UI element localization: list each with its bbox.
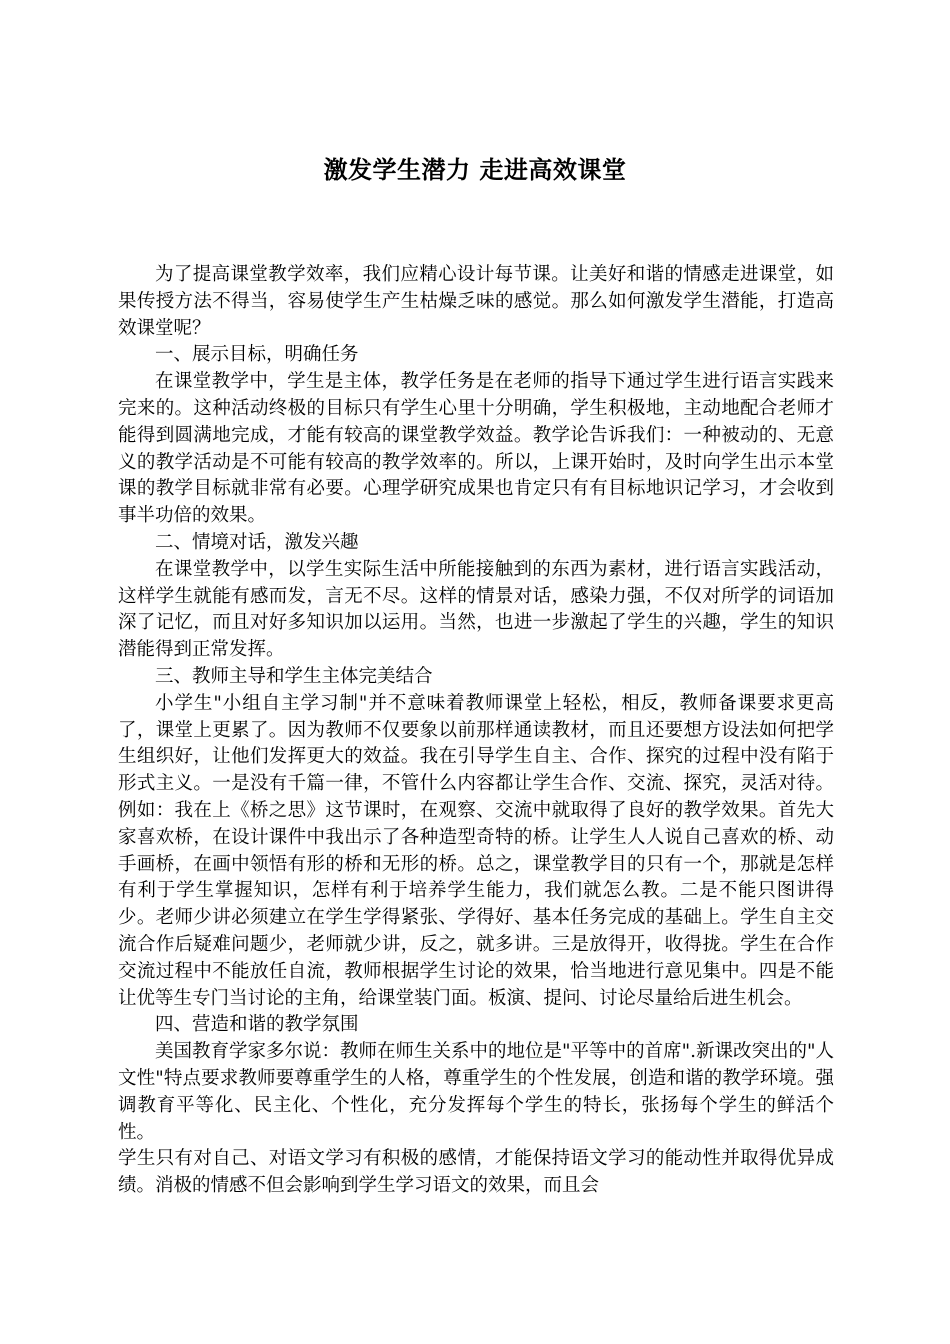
document-title: 激发学生潜力 走进高效课堂 (323, 156, 627, 184)
section-heading-4: 四、营造和谐的教学氛围 (155, 1014, 359, 1036)
section-3-paragraph: 小学生"小组自主学习制"并不意味着教师课堂上轻松，相反，教师备课要求更高了，课堂上更累了。因为教师不仅要象以前那样通读教材，而且还要想方设法如何把学生组织好，让他们发挥更大的效益。我在引导学生自主、合作、探究的过程中没有陷于形式主义。一是没有千篇一律，不管什么内容都让学生合作、交流、探究，灵活对待。例如：我在上《桥之思》这节课时，在观察、交流中就取得了良好的教学效果。首先大家喜欢桥，在设计课件中我出示了各种造型奇特的桥。让学生人人说自己喜欢的桥、动手画桥，在画中领悟有形的桥和无形的桥。总之，课堂教学目的只有一个，那就是怎样有利于学生掌握知识，怎样有利于培养学生能力，我们就怎么教。二是不能只图讲得少。老师少讲必须建立在学生学得紧张、学得好、基本任务完成的基础上。学生自主交流合作后疑难问题少，老师就少讲，反之，就多讲。三是放得开，收得拢。学生在合作交流过程中不能放任自流，教师根据学生讨论的效果，恰当地进行意见集中。四是不能让优等生专门当讨论的主角，给课堂装门面。板演、提问、讨论尽量给后进生机会。 (118, 692, 834, 1009)
section-heading-2: 二、情境对话，激发兴趣 (155, 531, 359, 553)
section-4-paragraph: 美国教育学家多尔说：教师在师生关系中的地位是"平等中的首席".新课改突出的"人文性"特点要求教师要尊重学生的人格，尊重学生的个性发展，创造和谐的教学环境。强调教育平等化、民主化、个性化，充分发挥每个学生的特长，张扬每个学生的鲜活个性。 (118, 1041, 834, 1143)
closing-paragraph: 学生只有对自己、对语文学习有积极的感情，才能保持语文学习的能动性并取得优异成绩。消极的情感不但会影响到学生学习语文的效果，而且会 (118, 1148, 834, 1197)
section-2-paragraph: 在课堂教学中，以学生实际生活中所能接触到的东西为素材，进行语言实践活动，这样学生就能有感而发，言无不尽。这样的情景对话，感染力强，不仅对所学的词语加深了记忆，而且对好多知识加以运用。当然，也进一步激起了学生的兴趣，学生的知识潜能得到正常发挥。 (118, 558, 834, 661)
section-heading-3: 三、教师主导和学生主体完美结合 (155, 665, 433, 687)
intro-paragraph: 为了提高课堂教学效率，我们应精心设计每节课。让美好和谐的情感走进课堂，如果传授方法不得当，容易使学生产生枯燥乏味的感觉。那么如何激发学生潜能，打造高效课堂呢？ (118, 264, 834, 339)
section-heading-1: 一、展示目标，明确任务 (155, 344, 359, 366)
section-1-paragraph: 在课堂教学中，学生是主体，教学任务是在老师的指导下通过学生进行语言实践来完来的。这种活动终极的目标只有学生心里十分明确，学生积极地，主动地配合老师才能得到圆满地完成，才能有较高的课堂教学效益。教学论告诉我们：一种被动的、无意义的教学活动是不可能有较高的教学效率的。所以，上课开始时，及时向学生出示本堂课的教学目标就非常有必要。心理学研究成果也肯定只有有目标地识记学习，才会收到事半功倍的效果。 (118, 371, 834, 527)
document-body (118, 262, 834, 1200)
